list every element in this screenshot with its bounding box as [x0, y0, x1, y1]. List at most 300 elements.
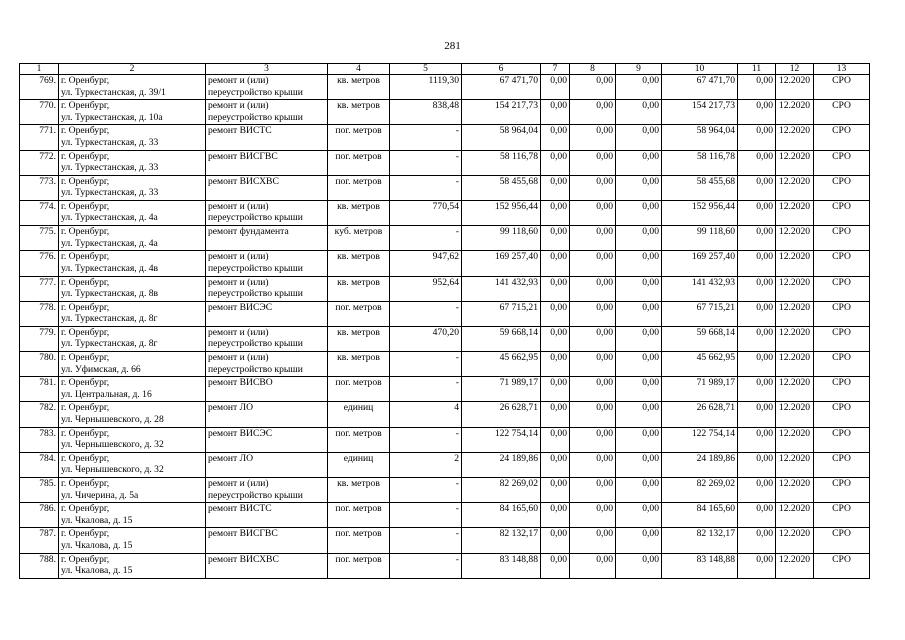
regional-budget-cell: 0,00 — [570, 150, 616, 175]
row-number: 788. — [20, 553, 59, 578]
unit-cell: пог. метров — [328, 175, 390, 200]
fund-cell: 0,00 — [541, 503, 570, 528]
unit-cell: единиц — [328, 452, 390, 477]
address-cell-line: ул. Туркестанская, д. 8г — [61, 338, 158, 350]
fund-cell: 0,00 — [541, 427, 570, 452]
regional-budget-cell: 0,00 — [570, 100, 616, 125]
other-cell: 0,00 — [738, 326, 776, 351]
column-header: 5 — [390, 64, 462, 75]
work-type-cell — [206, 326, 328, 351]
table-row — [20, 200, 870, 225]
unit-cell: кв. метров — [328, 326, 390, 351]
local-budget-cell: 0,00 — [616, 200, 662, 225]
address-cell-line: г. Оренбург, — [61, 100, 110, 112]
work-type-cell — [206, 427, 328, 452]
total-cost-cell: 24 189,86 — [462, 452, 541, 477]
address-cell-line: ул. Туркестанская, д. 8в — [61, 288, 159, 299]
regional-budget-cell: 0,00 — [570, 503, 616, 528]
column-header: 4 — [328, 64, 390, 75]
deadline-cell: 12.2020 — [776, 326, 814, 351]
address-cell — [59, 377, 206, 402]
work-type-cell-line: ремонт ВИСГВС — [208, 150, 278, 162]
funding-source-cell: СРО — [814, 301, 870, 326]
other-cell: 0,00 — [738, 100, 776, 125]
fund-cell: 0,00 — [541, 125, 570, 150]
fund-cell: 0,00 — [541, 175, 570, 200]
funding-source-cell: СРО — [814, 553, 870, 578]
work-type-cell-line: ремонт и (или) — [208, 276, 269, 288]
table-row — [20, 100, 870, 125]
work-type-cell — [206, 402, 328, 427]
owners-funds-cell: 67 715,21 — [662, 301, 738, 326]
column-header: 8 — [570, 64, 616, 75]
unit-cell: пог. метров — [328, 150, 390, 175]
address-cell — [59, 528, 206, 553]
quantity-cell: 952,64 — [390, 276, 462, 301]
address-cell-line: г. Оренбург, — [61, 326, 110, 338]
other-cell: 0,00 — [738, 175, 776, 200]
work-type-cell — [206, 553, 328, 578]
other-cell: 0,00 — [738, 402, 776, 427]
address-cell-line: ул. Уфимская, д. 66 — [61, 363, 141, 375]
address-cell-line: г. Оренбург, — [61, 175, 110, 187]
local-budget-cell: 0,00 — [616, 553, 662, 578]
work-type-cell — [206, 75, 328, 100]
table-row — [20, 528, 870, 553]
work-type-cell-line: переустройство крыши — [208, 111, 303, 123]
deadline-cell: 12.2020 — [776, 100, 814, 125]
regional-budget-cell: 0,00 — [570, 276, 616, 301]
owners-funds-cell: 24 189,86 — [662, 452, 738, 477]
work-type-cell — [206, 100, 328, 125]
local-budget-cell: 0,00 — [616, 75, 662, 100]
regional-budget-cell: 0,00 — [570, 251, 616, 276]
unit-cell: кв. метров — [328, 251, 390, 276]
deadline-cell: 12.2020 — [776, 452, 814, 477]
work-type-cell-line: ремонт ЛО — [208, 452, 254, 464]
deadline-cell: 12.2020 — [776, 150, 814, 175]
other-cell: 0,00 — [738, 352, 776, 377]
address-cell-line: г. Оренбург, — [61, 301, 110, 313]
owners-funds-cell: 99 118,60 — [662, 226, 738, 251]
address-cell — [59, 226, 206, 251]
work-type-cell — [206, 226, 328, 251]
row-number: 783. — [20, 427, 59, 452]
quantity-cell: - — [390, 553, 462, 578]
total-cost-cell: 71 989,17 — [462, 377, 541, 402]
work-type-cell-line: переустройство крыши — [208, 212, 303, 224]
total-cost-cell: 141 432,93 — [462, 276, 541, 301]
local-budget-cell: 0,00 — [616, 251, 662, 276]
other-cell: 0,00 — [738, 528, 776, 553]
fund-cell: 0,00 — [541, 478, 570, 503]
table-row — [20, 553, 870, 578]
column-header: 7 — [541, 64, 570, 75]
work-type-cell-line: ремонт ВИСХВС — [208, 553, 279, 565]
work-type-cell — [206, 478, 328, 503]
regional-budget-cell: 0,00 — [570, 301, 616, 326]
deadline-cell: 12.2020 — [776, 377, 814, 402]
deadline-cell: 12.2020 — [776, 276, 814, 301]
total-cost-cell: 152 956,44 — [462, 200, 541, 225]
funding-source-cell: СРО — [814, 251, 870, 276]
address-cell-line: ул. Чичерина, д. 5а — [61, 489, 139, 501]
fund-cell: 0,00 — [541, 352, 570, 377]
address-cell-line: ул. Чернышевского, д. 28 — [61, 413, 164, 425]
owners-funds-cell: 82 269,02 — [662, 478, 738, 503]
capital-repair-table — [19, 63, 870, 579]
deadline-cell: 12.2020 — [776, 200, 814, 225]
quantity-cell: 770,54 — [390, 200, 462, 225]
column-header: 2 — [59, 64, 206, 75]
other-cell: 0,00 — [738, 226, 776, 251]
unit-cell: кв. метров — [328, 352, 390, 377]
fund-cell: 0,00 — [541, 528, 570, 553]
row-number: 782. — [20, 402, 59, 427]
address-cell-line: г. Оренбург, — [61, 427, 110, 439]
quantity-cell: - — [390, 352, 462, 377]
address-cell-line: г. Оренбург, — [61, 200, 110, 212]
funding-source-cell: СРО — [814, 175, 870, 200]
local-budget-cell: 0,00 — [616, 276, 662, 301]
unit-cell: пог. метров — [328, 301, 390, 326]
fund-cell: 0,00 — [541, 100, 570, 125]
funding-source-cell: СРО — [814, 452, 870, 477]
total-cost-cell: 67 715,21 — [462, 301, 541, 326]
address-cell — [59, 150, 206, 175]
owners-funds-cell: 152 956,44 — [662, 200, 738, 225]
deadline-cell: 12.2020 — [776, 75, 814, 100]
total-cost-cell: 169 257,40 — [462, 251, 541, 276]
regional-budget-cell: 0,00 — [570, 478, 616, 503]
address-cell-line: ул. Чкалова, д. 15 — [61, 565, 133, 577]
local-budget-cell: 0,00 — [616, 326, 662, 351]
regional-budget-cell: 0,00 — [570, 528, 616, 553]
regional-budget-cell: 0,00 — [570, 553, 616, 578]
table-row — [20, 326, 870, 351]
total-cost-cell: 45 662,95 — [462, 352, 541, 377]
other-cell: 0,00 — [738, 200, 776, 225]
deadline-cell: 12.2020 — [776, 553, 814, 578]
column-header: 1 — [20, 64, 59, 75]
fund-cell: 0,00 — [541, 452, 570, 477]
row-number: 778. — [20, 301, 59, 326]
total-cost-cell: 84 165,60 — [462, 503, 541, 528]
table-row — [20, 150, 870, 175]
column-header: 11 — [738, 64, 776, 75]
local-budget-cell: 0,00 — [616, 478, 662, 503]
funding-source-cell: СРО — [814, 478, 870, 503]
table-row — [20, 478, 870, 503]
address-cell-line: ул. Чернышевского, д. 32 — [61, 439, 164, 451]
fund-cell: 0,00 — [541, 301, 570, 326]
address-cell-line: г. Оренбург, — [61, 150, 110, 162]
address-cell-line: г. Оренбург, — [61, 276, 110, 288]
unit-cell: пог. метров — [328, 553, 390, 578]
quantity-cell: - — [390, 301, 462, 326]
column-header: 13 — [814, 64, 870, 75]
work-type-cell-line: ремонт ВИСГВС — [208, 528, 278, 540]
table-row — [20, 377, 870, 402]
address-cell — [59, 301, 206, 326]
total-cost-cell: 58 455,68 — [462, 175, 541, 200]
owners-funds-cell: 26 628,71 — [662, 402, 738, 427]
total-cost-cell: 99 118,60 — [462, 226, 541, 251]
local-budget-cell: 0,00 — [616, 452, 662, 477]
address-cell-line: г. Оренбург, — [61, 503, 110, 515]
address-cell-line: г. Оренбург, — [61, 251, 110, 263]
work-type-cell-line: ремонт и (или) — [208, 100, 269, 112]
work-type-cell — [206, 251, 328, 276]
table-row — [20, 301, 870, 326]
address-cell-line: ул. Туркестанская, д. 33 — [61, 187, 159, 199]
work-type-cell-line: ремонт и (или) — [208, 352, 269, 364]
fund-cell: 0,00 — [541, 377, 570, 402]
other-cell: 0,00 — [738, 553, 776, 578]
unit-cell: куб. метров — [328, 226, 390, 251]
owners-funds-cell: 58 455,68 — [662, 175, 738, 200]
row-number: 786. — [20, 503, 59, 528]
owners-funds-cell: 83 148,88 — [662, 553, 738, 578]
local-budget-cell: 0,00 — [616, 503, 662, 528]
regional-budget-cell: 0,00 — [570, 226, 616, 251]
page-number: 281 — [444, 40, 461, 52]
address-cell — [59, 125, 206, 150]
unit-cell: кв. метров — [328, 200, 390, 225]
other-cell: 0,00 — [738, 251, 776, 276]
owners-funds-cell: 67 471,70 — [662, 75, 738, 100]
fund-cell: 0,00 — [541, 326, 570, 351]
funding-source-cell: СРО — [814, 352, 870, 377]
unit-cell: кв. метров — [328, 75, 390, 100]
fund-cell: 0,00 — [541, 226, 570, 251]
work-type-cell-line: ремонт ВИСЭС — [208, 301, 273, 313]
column-header: 9 — [616, 64, 662, 75]
funding-source-cell: СРО — [814, 276, 870, 301]
address-cell — [59, 100, 206, 125]
address-cell-line: г. Оренбург, — [61, 478, 110, 489]
row-number: 769. — [20, 75, 59, 100]
table-body — [20, 75, 870, 579]
regional-budget-cell: 0,00 — [570, 352, 616, 377]
fund-cell: 0,00 — [541, 150, 570, 175]
quantity-cell: - — [390, 125, 462, 150]
address-cell-line: г. Оренбург, — [61, 452, 110, 464]
row-number: 773. — [20, 175, 59, 200]
address-cell — [59, 503, 206, 528]
total-cost-cell: 122 754,14 — [462, 427, 541, 452]
table-row — [20, 452, 870, 477]
total-cost-cell: 82 269,02 — [462, 478, 541, 503]
deadline-cell: 12.2020 — [776, 175, 814, 200]
funding-source-cell: СРО — [814, 75, 870, 100]
funding-source-cell: СРО — [814, 427, 870, 452]
address-cell-line: ул. Туркестанская, д. 4а — [61, 237, 158, 249]
address-cell-line: ул. Чернышевского, д. 32 — [61, 464, 164, 476]
address-cell — [59, 402, 206, 427]
address-cell-line: ул. Туркестанская, д. 4в — [61, 262, 159, 274]
owners-funds-cell: 84 165,60 — [662, 503, 738, 528]
work-type-cell-line: ремонт ВИСВО — [208, 377, 273, 389]
other-cell: 0,00 — [738, 478, 776, 503]
quantity-cell: - — [390, 377, 462, 402]
column-header: 10 — [662, 64, 738, 75]
address-cell-line: г. Оренбург, — [61, 125, 110, 137]
work-type-cell — [206, 352, 328, 377]
deadline-cell: 12.2020 — [776, 251, 814, 276]
other-cell: 0,00 — [738, 503, 776, 528]
table-row — [20, 75, 870, 100]
other-cell: 0,00 — [738, 301, 776, 326]
address-cell — [59, 175, 206, 200]
funding-source-cell: СРО — [814, 150, 870, 175]
deadline-cell: 12.2020 — [776, 226, 814, 251]
total-cost-cell: 82 132,17 — [462, 528, 541, 553]
address-cell — [59, 452, 206, 477]
work-type-cell-line: ремонт ЛО — [208, 402, 254, 414]
unit-cell: пог. метров — [328, 125, 390, 150]
work-type-cell-line: ремонт ВИСЭС — [208, 427, 273, 439]
unit-cell: пог. метров — [328, 503, 390, 528]
work-type-cell-line: ремонт и (или) — [208, 75, 269, 86]
other-cell: 0,00 — [738, 377, 776, 402]
row-number: 785. — [20, 478, 59, 503]
row-number: 787. — [20, 528, 59, 553]
work-type-cell-line: переустройство крыши — [208, 86, 303, 98]
total-cost-cell: 58 964,04 — [462, 125, 541, 150]
deadline-cell: 12.2020 — [776, 528, 814, 553]
owners-funds-cell: 58 964,04 — [662, 125, 738, 150]
work-type-cell — [206, 377, 328, 402]
address-cell — [59, 427, 206, 452]
local-budget-cell: 0,00 — [616, 402, 662, 427]
row-number: 777. — [20, 276, 59, 301]
deadline-cell: 12.2020 — [776, 301, 814, 326]
regional-budget-cell: 0,00 — [570, 125, 616, 150]
quantity-cell: 4 — [390, 402, 462, 427]
table-row — [20, 125, 870, 150]
table-row — [20, 402, 870, 427]
address-cell — [59, 326, 206, 351]
quantity-cell: 1119,30 — [390, 75, 462, 100]
work-type-cell-line: переустройство крыши — [208, 288, 303, 299]
table-row — [20, 352, 870, 377]
local-budget-cell: 0,00 — [616, 377, 662, 402]
funding-source-cell: СРО — [814, 528, 870, 553]
table-row — [20, 226, 870, 251]
quantity-cell: 2 — [390, 452, 462, 477]
column-number-row — [20, 64, 870, 75]
address-cell-line: ул. Центральная, д. 16 — [61, 388, 152, 400]
unit-cell: пог. метров — [328, 427, 390, 452]
unit-cell: кв. метров — [328, 100, 390, 125]
address-cell-line: ул. Чкалова, д. 15 — [61, 539, 133, 551]
work-type-cell — [206, 200, 328, 225]
row-number: 780. — [20, 352, 59, 377]
row-number: 776. — [20, 251, 59, 276]
row-number: 775. — [20, 226, 59, 251]
regional-budget-cell: 0,00 — [570, 75, 616, 100]
row-number: 779. — [20, 326, 59, 351]
address-cell-line: ул. Туркестанская, д. 4а — [61, 212, 158, 224]
work-type-cell-line: переустройство крыши — [208, 338, 303, 350]
deadline-cell: 12.2020 — [776, 478, 814, 503]
regional-budget-cell: 0,00 — [570, 377, 616, 402]
local-budget-cell: 0,00 — [616, 150, 662, 175]
column-header: 3 — [206, 64, 328, 75]
address-cell-line: г. Оренбург, — [61, 528, 110, 540]
funding-source-cell: СРО — [814, 402, 870, 427]
row-number: 784. — [20, 452, 59, 477]
funding-source-cell: СРО — [814, 125, 870, 150]
other-cell: 0,00 — [738, 452, 776, 477]
local-budget-cell: 0,00 — [616, 427, 662, 452]
total-cost-cell: 59 668,14 — [462, 326, 541, 351]
address-cell-line: ул. Туркестанская, д. 10а — [61, 111, 163, 123]
quantity-cell: - — [390, 528, 462, 553]
deadline-cell: 12.2020 — [776, 402, 814, 427]
table-header — [20, 64, 870, 75]
quantity-cell: - — [390, 175, 462, 200]
deadline-cell: 12.2020 — [776, 125, 814, 150]
address-cell-line: ул. Туркестанская, д. 8г — [61, 313, 158, 325]
fund-cell: 0,00 — [541, 402, 570, 427]
deadline-cell: 12.2020 — [776, 427, 814, 452]
work-type-cell-line: ремонт и (или) — [208, 200, 269, 212]
deadline-cell: 12.2020 — [776, 352, 814, 377]
funding-source-cell: СРО — [814, 226, 870, 251]
local-budget-cell: 0,00 — [616, 125, 662, 150]
owners-funds-cell: 59 668,14 — [662, 326, 738, 351]
owners-funds-cell: 45 662,95 — [662, 352, 738, 377]
regional-budget-cell: 0,00 — [570, 452, 616, 477]
work-type-cell-line: ремонт и (или) — [208, 478, 269, 489]
address-cell — [59, 276, 206, 301]
address-cell — [59, 352, 206, 377]
address-cell — [59, 75, 206, 100]
other-cell: 0,00 — [738, 75, 776, 100]
owners-funds-cell: 122 754,14 — [662, 427, 738, 452]
address-cell — [59, 251, 206, 276]
table-row — [20, 276, 870, 301]
quantity-cell: 838,48 — [390, 100, 462, 125]
work-type-cell-line: переустройство крыши — [208, 262, 303, 274]
address-cell-line: ул. Туркестанская, д. 33 — [61, 162, 159, 174]
address-cell-line: г. Оренбург, — [61, 352, 110, 364]
quantity-cell: - — [390, 427, 462, 452]
funding-source-cell: СРО — [814, 200, 870, 225]
address-cell-line: г. Оренбург, — [61, 553, 110, 565]
table-row — [20, 251, 870, 276]
address-cell-line: г. Оренбург, — [61, 226, 110, 238]
address-cell — [59, 478, 206, 503]
work-type-cell — [206, 125, 328, 150]
fund-cell: 0,00 — [541, 200, 570, 225]
other-cell: 0,00 — [738, 276, 776, 301]
work-type-cell — [206, 150, 328, 175]
work-type-cell-line: ремонт ВИСТС — [208, 125, 272, 137]
work-type-cell-line: ремонт ВИСТС — [208, 503, 272, 515]
work-type-cell-line: ремонт и (или) — [208, 326, 269, 338]
total-cost-cell: 26 628,71 — [462, 402, 541, 427]
total-cost-cell: 83 148,88 — [462, 553, 541, 578]
other-cell: 0,00 — [738, 125, 776, 150]
regional-budget-cell: 0,00 — [570, 326, 616, 351]
quantity-cell: - — [390, 478, 462, 503]
quantity-cell: 470,20 — [390, 326, 462, 351]
quantity-cell: - — [390, 226, 462, 251]
total-cost-cell: 58 116,78 — [462, 150, 541, 175]
